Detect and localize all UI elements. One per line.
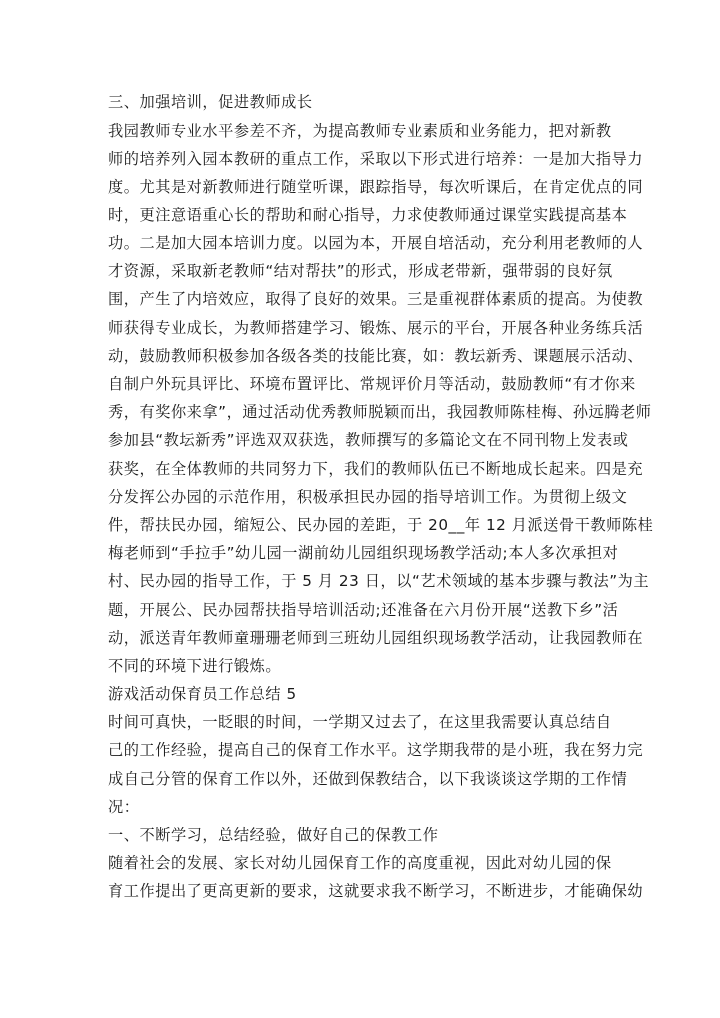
text-line-1: 三、加强培训，促进教师成长 [108, 93, 313, 111]
text-line-25: 成自己分管的保育工作以外，还做到保教结合，以下我谈谈这学期的工作情 [108, 770, 628, 788]
text-line-5: 时，更注意语重心长的帮助和耐心指导，力求使教师通过课堂实践提高基本 [108, 206, 628, 224]
text-line-11: 自制户外玩具评比、环境布置评比、常规评价月等活动，鼓励教师“有才你来 [108, 375, 636, 393]
text-line-24: 己的工作经验，提高自己的保育工作水平。这学期我带的是小班，我在努力完 [108, 741, 644, 759]
text-line-10: 动，鼓励教师积极参加各级各类的技能比赛，如：教坛新秀、课题展示活动、 [108, 347, 644, 365]
text-line-19: 题，开展公、民办园帮扶指导培训活动;还准备在六月份开展“送教下乡”活 [108, 601, 619, 619]
text-line-12: 秀，有奖你来拿”，通过活动优秀教师脱颖而出，我园教师陈桂梅、孙远腾老师 [108, 403, 652, 421]
text-line-28: 随着社会的发展、家长对幼儿园保育工作的高度重视，因此对幼儿园的保 [108, 854, 612, 872]
text-line-20: 动，派送青年教师童珊珊老师到三班幼儿园组织现场教学活动，让我园教师在 [108, 629, 644, 647]
text-line-6: 功。二是加大园本培训力度。以园为本，开展自培活动，充分利用老教师的人 [108, 234, 644, 252]
text-line-23: 时间可真快，一眨眼的时间，一学期又过去了，在这里我需要认真总结自 [108, 713, 612, 731]
text-line-29: 育工作提出了更高更新的要求，这就要求我不断学习，不断进步，才能确保幼 [108, 882, 644, 900]
text-line-27: 一、不断学习，总结经验，做好自己的保教工作 [108, 826, 439, 844]
text-line-8: 围，产生了内培效应，取得了良好的效果。三是重视群体素质的提高。为使教 [108, 290, 644, 308]
text-line-21: 不同的环境下进行锻炼。 [108, 657, 282, 675]
text-line-2: 我园教师专业水平参差不齐，为提高教师专业素质和业务能力，把对新教 [108, 122, 612, 140]
text-line-7: 才资源，采取新老教师“结对帮扶”的形式，形成老带新，强带弱的良好氛 [108, 262, 613, 280]
text-line-16: 件，帮扶民办园，缩短公、民办园的差距，于 20__年 12 月派送骨干教师陈桂 [108, 516, 654, 534]
text-line-4: 度。尤其是对新教师进行随堂听课，跟踪指导，每次听课后，在肯定优点的同 [108, 178, 644, 196]
text-line-22: 游戏活动保育员工作总结 5 [108, 685, 297, 703]
text-line-26: 况： [108, 798, 140, 816]
text-line-9: 师获得专业成长，为教师搭建学习、锻炼、展示的平台，开展各种业务练兵活 [108, 319, 644, 337]
text-line-14: 获奖，在全体教师的共同努力下，我们的教师队伍已不断地成长起来。四是充 [108, 460, 644, 478]
text-line-18: 村、民办园的指导工作，于 5 月 23 日，以“艺术领域的基本步骤与教法”为主 [108, 572, 650, 590]
text-line-13: 参加县“教坛新秀”评选双双获选，教师撰写的多篇论文在不同刊物上发表或 [108, 431, 629, 449]
text-line-3: 师的培养列入园本教研的重点工作，采取以下形式进行培养：一是加大指导力 [108, 150, 644, 168]
text-line-15: 分发挥公办园的示范作用，积极承担民办园的指导培训工作。为贯彻上级文 [108, 488, 628, 506]
text-line-17: 梅老师到“手拉手”幼儿园一湖前幼儿园组织现场教学活动;本人多次承担对 [108, 544, 619, 562]
